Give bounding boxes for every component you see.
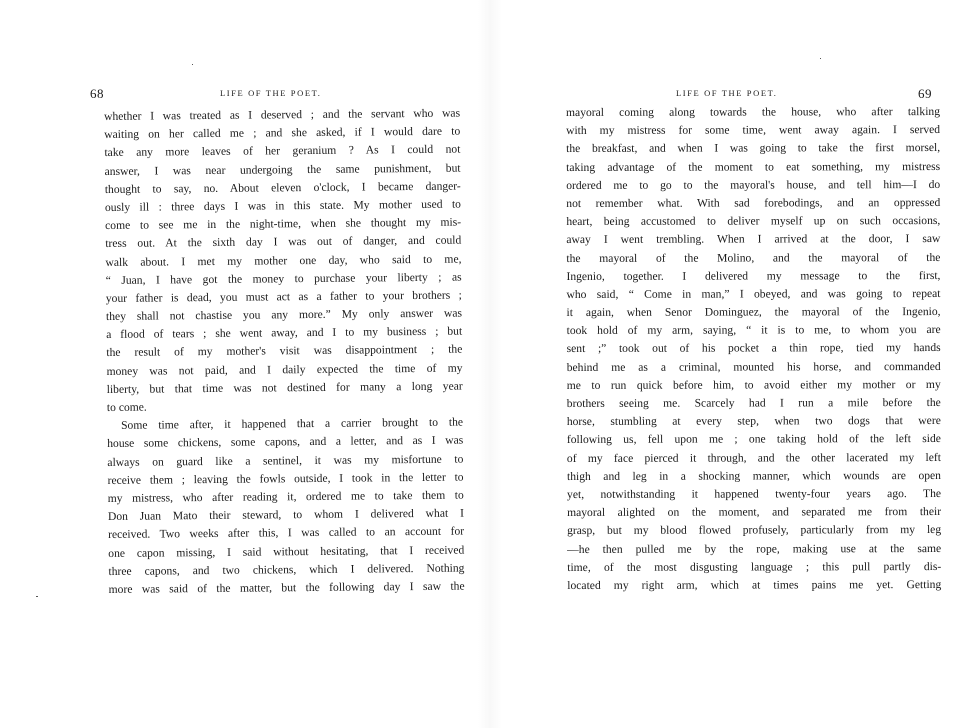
text-line: located my right arm, which at times pains me yet. Getting	[567, 577, 942, 592]
left-running-head: LIFE OF THE POET.	[220, 88, 322, 98]
text-line: more was said of the matter, but the following day I saw the	[108, 579, 465, 596]
print-speck	[820, 58, 821, 59]
text-line: the breakfast, and when I was going to take the first morsel,	[566, 141, 941, 156]
text-line: tress out. At the sixth day I was out of danger, and could	[105, 233, 462, 251]
text-line: Ingenio, together. I delivered my message to the first,	[566, 268, 941, 283]
text-line: Don Juan Mato their steward, to whom I delivered what I	[107, 506, 464, 524]
text-line: my mistress, who after reading it, ordered me to take them to	[107, 488, 464, 505]
text-line: answer, I was near undergoing the same punishment, but	[104, 161, 461, 178]
text-line: took hold of my arm, saying, “ it is to me, to whom you are	[566, 323, 941, 338]
text-line: “ Juan, I have got the money to purchase your liberty ; as	[105, 270, 462, 287]
text-line: three capons, and two chickens, which I delivered. Nothing	[108, 561, 465, 578]
text-line: grasp, but my blood flowed profusely, particularly from my leg	[567, 523, 942, 538]
left-page-number: 68	[90, 86, 104, 101]
text-line: a flood of tears ; she went away, and I to my business ; but	[106, 324, 463, 342]
text-line: it again, when Senor Dominguez, the mayoral of the Ingenio,	[566, 305, 941, 320]
text-line: mayoral alighted on the moment, and separated me from their	[567, 505, 942, 520]
text-line: behind me as a criminal, mounted his horse, and commanded	[566, 359, 941, 374]
text-line: thigh and leg in a shocking manner, which wounds are open	[566, 468, 941, 483]
text-line: the mayoral of the Molino, and the mayoral of the	[566, 250, 941, 265]
text-line: away I went trembling. When I arrived at the door, I saw	[566, 232, 941, 247]
right-page	[490, 0, 980, 728]
text-line: of my face pierced it through, and the other lacerated my left	[566, 450, 941, 465]
text-line: one capon missing, I said without hesitating, that I received	[108, 543, 465, 560]
text-line: heart, being accustomed to deliver myself up on such occasions,	[566, 214, 941, 229]
right-page-body	[566, 103, 941, 595]
text-line: brothers seeing me. Scarcely had I run a mile before the	[566, 396, 941, 410]
text-line: time, of the most disgusting language ; this pull partly dis-	[567, 559, 942, 574]
text-line: to come.	[106, 400, 147, 414]
right-running-head: LIFE OF THE POET.	[676, 88, 778, 98]
text-line: —he then pulled me by the rope, making use at the same	[567, 541, 942, 556]
text-line: ordered me to go to the mayoral's house, and tell him—I do	[566, 177, 941, 192]
text-line: ously ill : three days I was in this state. My mother used to	[104, 197, 462, 214]
text-line: they shall not chastise you any more.” My only answer was	[105, 306, 463, 324]
text-line: horse, stumbling at every step, when two dogs that were	[566, 414, 941, 429]
text-line: yet, notwithstanding it happened twenty-four years ago. The	[567, 486, 942, 501]
text-line: always on guard like a sentinel, it was my misfortune to	[107, 452, 464, 469]
text-line: not remember what. With sad forebodings, and an oppressed	[566, 195, 941, 210]
text-line: me to run quick before him, to avoid either my mother or my	[566, 377, 941, 392]
right-page-number: 69	[918, 86, 932, 101]
text-line: liberty, but that time was not destined for many a long year	[106, 379, 463, 396]
text-line: with my mistress for some time, went away again. I served	[566, 123, 941, 138]
text-line: walk about. I met my mother one day, who said to me,	[105, 252, 462, 269]
text-line: come to see me in the night-time, when she thought my mis-	[105, 215, 462, 233]
text-line: receive them ; leaving the fowls outside, I took in the letter to	[107, 470, 464, 487]
text-line: house some chickens, some capons, and a letter, and as I was	[107, 433, 464, 451]
text-line: received. Two weeks after this, I was called to an account for	[108, 524, 465, 542]
text-line: following us, fell upon me ; one taking hold of the left side	[566, 432, 941, 447]
text-line: taking advantage of the moment to eat something, my mistress	[566, 159, 941, 174]
text-line: take any more leaves of her geranium ? As I could not	[104, 142, 461, 160]
text-line: who said, “ Come in man,” I obeyed, and was going to repeat	[566, 286, 941, 301]
text-line: mayoral coming along towards the house, who after talking	[566, 105, 941, 119]
text-line: thought to say, no. About eleven o'clock, I became danger-	[104, 179, 461, 196]
text-line: sent ;” took out of his pocket a thin rope, tied my hands	[566, 341, 941, 356]
text-line: Some time after, it happened that a carrier brought to the	[120, 415, 464, 433]
print-speck	[36, 596, 38, 597]
left-page-body	[104, 105, 465, 599]
text-line: the result of my mother's visit was disappointment ; the	[106, 343, 463, 360]
text-line: your father is dead, you must act as a father to your brothers ;	[105, 288, 462, 305]
text-line: whether I was treated as I deserved ; and the servant who was	[104, 106, 461, 123]
text-line: waiting on her called me ; and she asked, if I would dare to	[104, 124, 461, 142]
print-speck	[192, 64, 193, 65]
text-line: money was not paid, and I daily expected the time of my	[106, 361, 463, 378]
